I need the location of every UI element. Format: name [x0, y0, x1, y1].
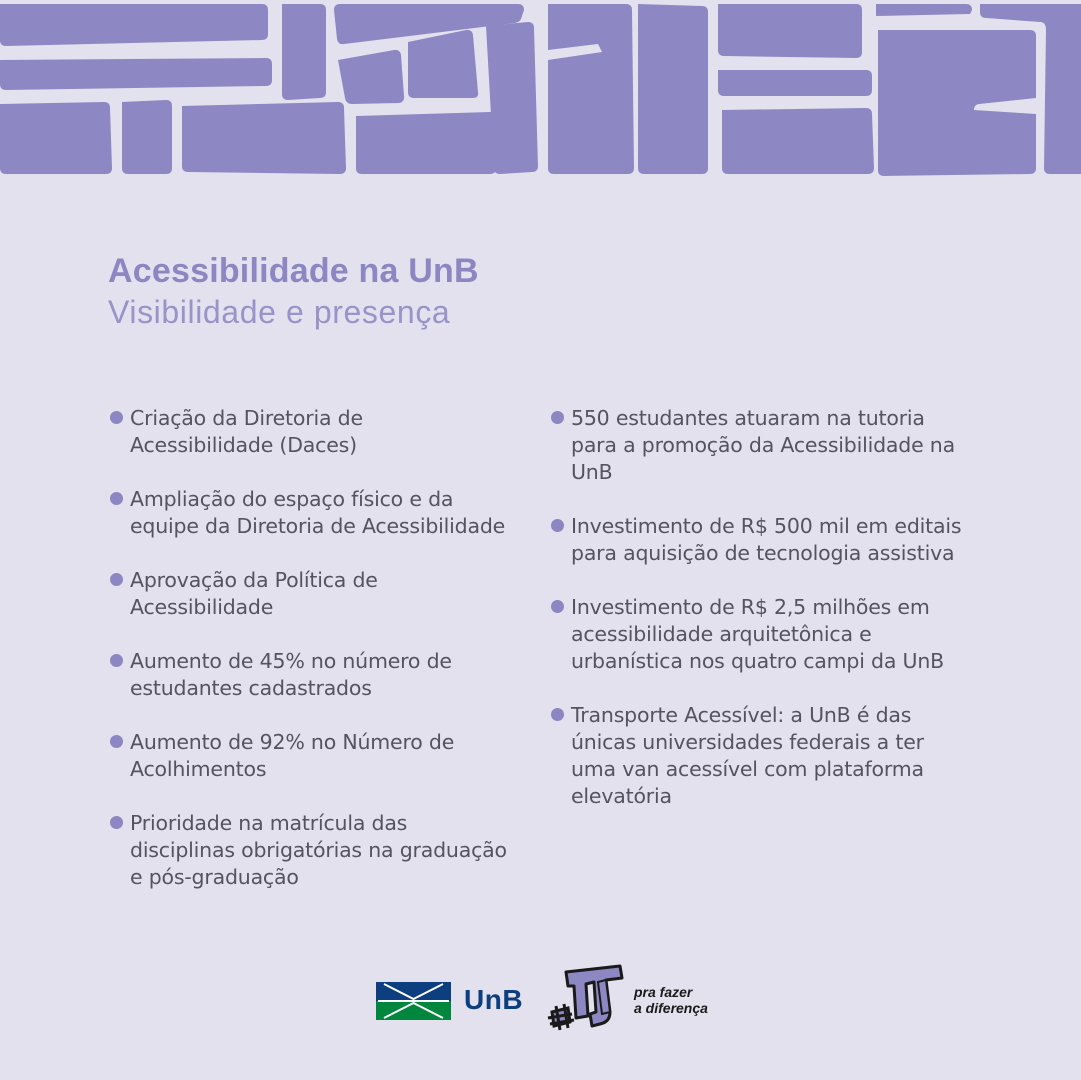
- list-item: [110, 567, 510, 621]
- tmj-tagline: [634, 984, 708, 1016]
- list-item-text: 550 estudantes atuaram na tutoria para a promoção da Acessibilidade na UnB: [571, 406, 955, 484]
- list-item: [551, 405, 971, 486]
- bullet-icon: [551, 600, 564, 613]
- bullet-icon: [551, 411, 564, 424]
- footer-logos: [376, 964, 716, 1036]
- title-block: [108, 250, 479, 332]
- page-subtitle: Visibilidade e presença: [108, 294, 451, 330]
- page-title: Acessibilidade na UnB: [108, 252, 479, 290]
- list-item-text: Criação da Diretoria de Acessibilidade (Daces): [130, 406, 363, 457]
- bullet-icon: [551, 519, 564, 532]
- list-item-text: Transporte Acessível: a UnB é das únicas universidades federais a ter uma van acessível com plataforma elevatória: [571, 703, 924, 808]
- list-item-text: Aprovação da Política de Acessibilidade: [130, 568, 378, 619]
- unb-wordmark: UnB: [464, 984, 524, 1015]
- left-list: [110, 405, 510, 918]
- tmj-logo-icon: [544, 964, 628, 1036]
- tmj-tagline-line1: pra fazer: [634, 984, 693, 1000]
- list-item: [110, 486, 510, 540]
- list-item-text: Aumento de 45% no número de estudantes cadastrados: [130, 649, 452, 700]
- bullet-icon: [110, 492, 123, 505]
- list-item: [551, 594, 971, 675]
- decorative-banner: [0, 0, 1081, 180]
- list-item-text: Investimento de R$ 500 mil em editais para aquisição de tecnologia assistiva: [571, 514, 962, 565]
- list-item-text: Prioridade na matrícula das disciplinas obrigatórias na graduação e pós-graduação: [130, 811, 507, 889]
- list-item-text: Investimento de R$ 2,5 milhões em acessibilidade arquitetônica e urbanística nos quatro campi da UnB: [571, 595, 945, 673]
- tmj-tagline-line2: a diferença: [634, 1000, 708, 1016]
- bullet-icon: [551, 708, 564, 721]
- list-item: [110, 810, 510, 891]
- list-item-text: Ampliação do espaço físico e da equipe da Diretoria de Acessibilidade: [130, 487, 506, 538]
- list-item: [110, 648, 510, 702]
- list-item-text: Aumento de 92% no Número de Acolhimentos: [130, 730, 455, 781]
- list-item: [110, 405, 510, 459]
- right-list: [551, 405, 971, 837]
- unb-logo-icon: [376, 982, 451, 1020]
- bullet-icon: [110, 816, 123, 829]
- list-item: [110, 729, 510, 783]
- list-item: [551, 513, 971, 567]
- bullet-icon: [110, 411, 123, 424]
- bullet-icon: [110, 573, 123, 586]
- list-item: [551, 702, 971, 810]
- bullet-icon: [110, 654, 123, 667]
- bullet-icon: [110, 735, 123, 748]
